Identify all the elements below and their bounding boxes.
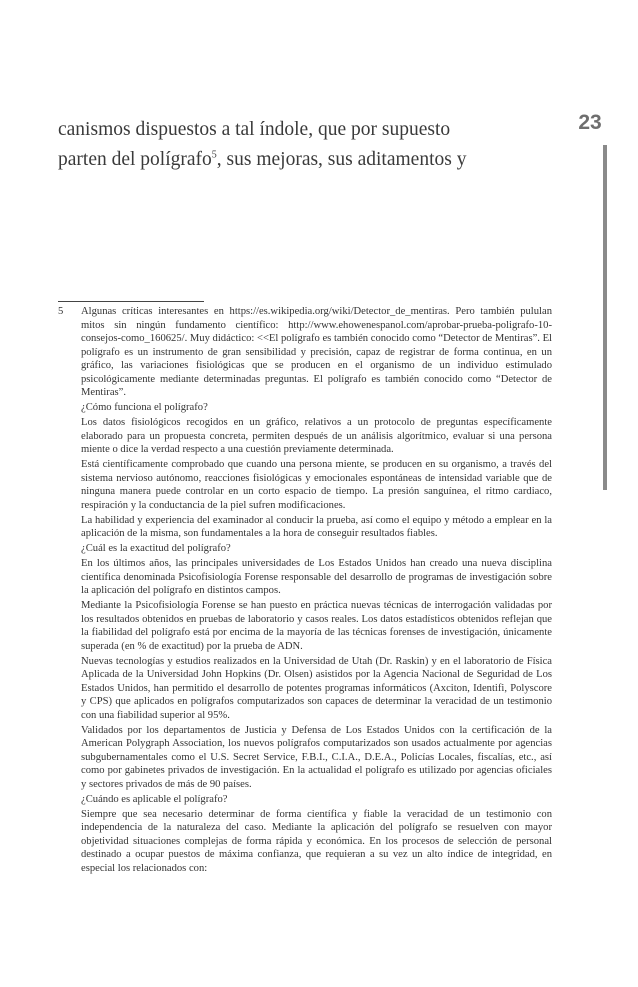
footnote-question: ¿Cuándo es aplicable el polígrafo? <box>81 793 228 805</box>
footnote-body <box>81 305 552 875</box>
footnote <box>58 305 552 877</box>
body-line-1: canismos dispuestos a tal índole, que por supuesto <box>58 119 451 140</box>
footnote-paragraph: Siempre que sea necesario determinar de forma científica y fiable la veracidad de un testimonio con independencia de la naturaleza del caso. Mediante la aplicación del polígrafo se resuelven con mayor objetividad situaciones complejas de forma rápida y económica. En los procesos de selección de personal destinado a ocupar puestos de máxima confianza, que requieran a su vez un alto índice de integridad, en especial los relacionados con: <box>81 808 552 874</box>
footnote-paragraph: En los últimos años, las principales universidades de Los Estados Unidos han creado una nueva disciplina científica denominada Psicofisiología Forense responsable del desarrollo de programas de investigación sobre la aplicación del polígrafo en distintos campos. <box>81 558 552 596</box>
footnote-separator <box>58 301 204 302</box>
footnote-paragraph: Algunas críticas interesantes en https://es.wikipedia.org/wiki/Detector_de_mentiras. Pero también pululan mitos sin ningún fundamento científico: http://www.ehowenespanol.com/aprobar-prueba-poligrafo-10-consejos-como_160625/. Muy didáctico: <<El polígrafo es también conocido como “Detector de Mentiras”. El polígrafo es un instrumento de gran sensibilidad y precisión, capaz de registrar de forma continua, en un gráfico, las variaciones fisiológicas que se producen en el organismo de un individuo estimulado psicológicamente mediante determinadas preguntas. El polígrafo es también conocido como “Detector de Mentiras”. <box>81 306 552 398</box>
body-text <box>58 115 552 175</box>
footnote-paragraph: Está científicamente comprobado que cuando una persona miente, se producen en su organismo, a través del sistema nervioso autónomo, reacciones fisiológicas y emocionales espontáneas de intensidad variable que de ninguna manera puede controlar en un corto espacio de tiempo. La presión sanguínea, el ritmo cardiaco, respiración y la conductancia de la piel sufren modificaciones. <box>81 459 552 511</box>
body-line-2-end: , sus mejoras, sus aditamentos y <box>216 149 467 170</box>
footnote-paragraph: Mediante la Psicofisiología Forense se han puesto en práctica nuevas técnicas de interrogación validadas por los resultados obtenidos en pruebas de laboratorio y casos reales. Los datos estadísticos obtenidos reflejan que la fiabilidad del polígrafo está por encima de la mayoría de las técnicas forenses de investigación, únicamente superada (en % de exactitud) por la prueba de ADN. <box>81 600 552 652</box>
footnote-question: ¿Cómo funciona el polígrafo? <box>81 402 208 413</box>
body-line-2 <box>58 145 552 175</box>
footnote-number: 5 <box>58 306 64 317</box>
margin-bar <box>603 145 607 490</box>
footnote-paragraph: La habilidad y experiencia del examinador al conducir la prueba, así como el equipo y método a emplear en la aplicación de la misma, son fundamentales a la hora de conseguir resultados fiables. <box>81 514 552 539</box>
footnote-paragraph: Nuevas tecnologías y estudios realizados en la Universidad de Utah (Dr. Raskin) y en el laboratorio de Física Aplicada de la Universidad John Hopkins (Dr. Olsen) asistidos por la Agencia Nacional de Seguridad de Los Estados Unidos, han permitido el desarrollo de potentes programas informáticos (Axciton, Identifi, Polyscore y CPS) que aplicados en polígrafos computarizados son capaces de determinar la veracidad de un testimonio con una fiabilidad superior al 95%. <box>81 655 552 721</box>
footnote-paragraph: Los datos fisiológicos recogidos en un gráfico, relativos a un protocolo de preguntas específicamente elaborado para un propuesta concreta, permiten después de un análisis algorítmico, evaluar si una persona miente o dice la verdad respecto a una cuestión previamente determinada. <box>81 417 552 455</box>
footnote-question: ¿Cuál es la exactitud del polígrafo? <box>81 543 231 554</box>
body-line-2-start: parten del polígrafo <box>58 149 212 170</box>
footnote-reference: 5 <box>211 149 217 161</box>
footnote-paragraph: Validados por los departamentos de Justicia y Defensa de Los Estados Unidos con la certificación de la American Polygraph Association, los nuevos polígrafos computarizados son usados actualmente por agencias subgubernamentales como el U.S. Secret Service, F.B.I., C.I.A., D.E.A., Policías Locales, fiscalías, etc., así como por gabinetes privados de investigación. En la actualidad el polígrafo es utilizado por agencias oficiales y sectores privados de más de 90 países. <box>81 724 552 790</box>
page-number: 23 <box>578 111 602 134</box>
